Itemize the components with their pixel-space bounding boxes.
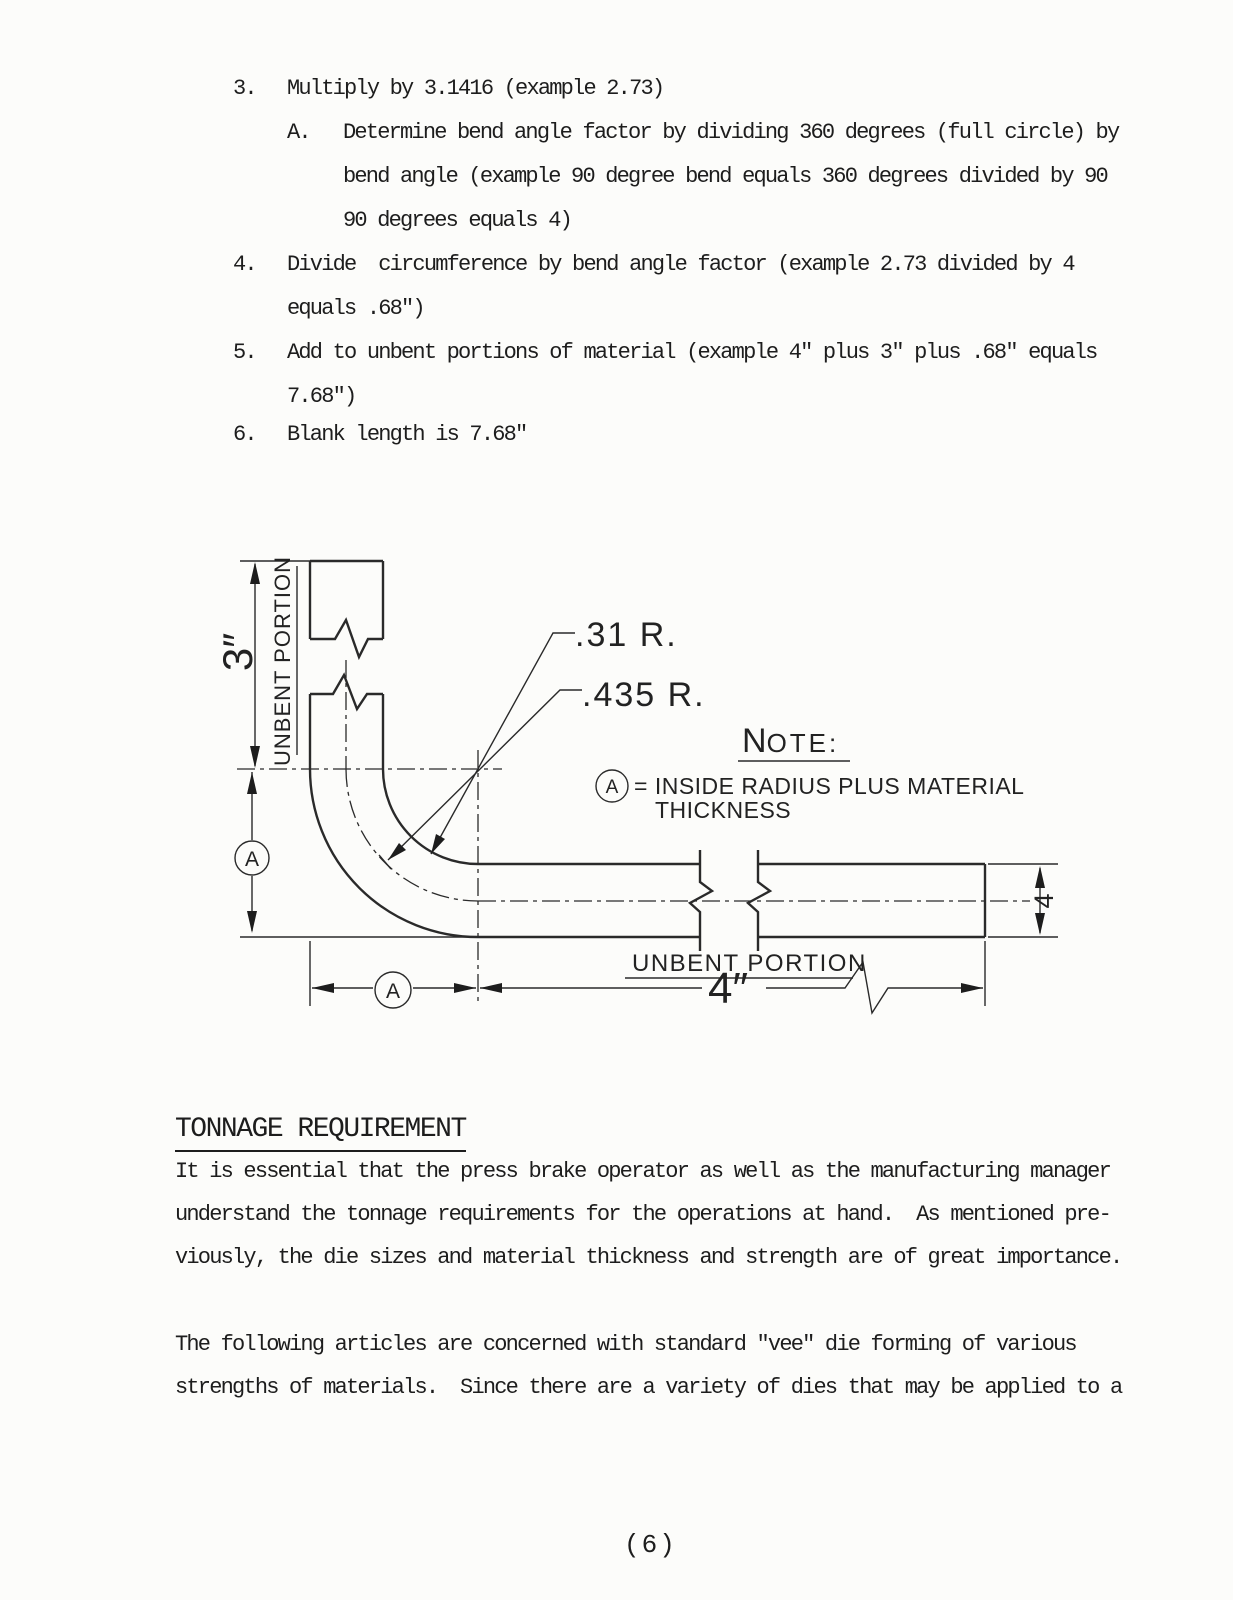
balloon-a-left-letter: A: [244, 848, 260, 871]
list-item-4-number: 4.: [233, 252, 256, 277]
arrow-a-left-down: [247, 911, 257, 933]
arrow-leader-inner: [431, 834, 445, 854]
arrow-a-left-up: [247, 772, 257, 794]
list-item-3-text: Multiply by 3.1416 (example 2.73): [287, 76, 664, 101]
list-item-6-text: Blank length is 7.68": [287, 422, 527, 447]
note-title: [742, 722, 839, 760]
arrow-thickness-down: [1035, 913, 1045, 935]
paragraph1-line1: It is essential that the press brake operator as well as the manufacturing manager: [175, 1159, 1110, 1184]
page-number: (6): [624, 1530, 677, 1560]
list-item-4-line1: Divide circumference by bend angle factor (example 2.73 divided by 4: [287, 252, 1074, 277]
leader-tick-mark: [379, 855, 391, 869]
list-item-a-line1: Determine bend angle factor by dividing 360 degrees (full circle) by: [343, 120, 1119, 145]
list-item-3-number: 3.: [233, 76, 256, 101]
section-heading: TONNAGE REQUIREMENT: [175, 1114, 466, 1152]
arrow-3in-up: [250, 562, 260, 584]
unbent-portion-vertical-label: UNBENT PORTION: [270, 556, 295, 766]
paragraph2-line2: strengths of materials. Since there are a variety of dies that may be applied to a: [175, 1375, 1122, 1400]
arrow-a-bottom-left: [312, 983, 334, 993]
outer-radius-label: .435 R.: [582, 676, 706, 714]
balloon-a-bottom-letter: A: [385, 980, 401, 1003]
bend-centerline-arc: [346, 769, 478, 901]
list-item-6-number: 6.: [233, 422, 256, 447]
list-item-a-line3: 90 degrees equals 4): [343, 208, 572, 233]
paragraph2-line1: The following articles are concerned with standard "vee" die forming of various: [175, 1332, 1076, 1357]
arrow-4in-right: [961, 983, 983, 993]
paragraph1-line2: understand the tonnage requirements for the operations at hand. As mentioned pre-: [175, 1202, 1110, 1227]
dimension-3in-label: 3″: [214, 632, 261, 672]
arrow-4in-left: [480, 983, 502, 993]
list-item-5-line1: Add to unbent portions of material (example 4" plus 3" plus .68" equals: [287, 340, 1097, 365]
dimension-4in-label: 4″: [708, 964, 749, 1013]
arrow-3in-down: [250, 746, 260, 768]
paragraph1-line3: viously, the die sizes and material thickness and strength are of great importance.: [175, 1245, 1122, 1270]
arrow-a-bottom-right: [454, 983, 476, 993]
list-item-a-line2: bend angle (example 90 degree bend equals 360 degrees divided by 90: [343, 164, 1107, 189]
break-line-vertical-leg-upper: [310, 620, 383, 657]
note-title-rest: OTE:: [766, 728, 840, 758]
inner-radius-label: .31 R.: [575, 616, 678, 654]
note-line1: = INSIDE RADIUS PLUS MATERIAL: [634, 773, 1025, 799]
balloon-a-note-letter: A: [605, 777, 619, 798]
list-item-4-line2: equals .68"): [287, 296, 424, 321]
dimension-thickness-label: 4: [1029, 893, 1059, 909]
list-item-5-line2: 7.68"): [287, 384, 356, 409]
note-line2: THICKNESS: [655, 797, 792, 823]
unbent-portion-horizontal-label: UNBENT PORTION: [632, 950, 867, 977]
arrow-thickness-up: [1035, 866, 1045, 888]
leader-outer-radius: [388, 690, 582, 860]
leader-inner-radius: [431, 633, 575, 854]
list-item-5-number: 5.: [233, 340, 256, 365]
list-item-a-letter: A.: [287, 120, 310, 145]
note-title-initial: N: [742, 722, 767, 760]
